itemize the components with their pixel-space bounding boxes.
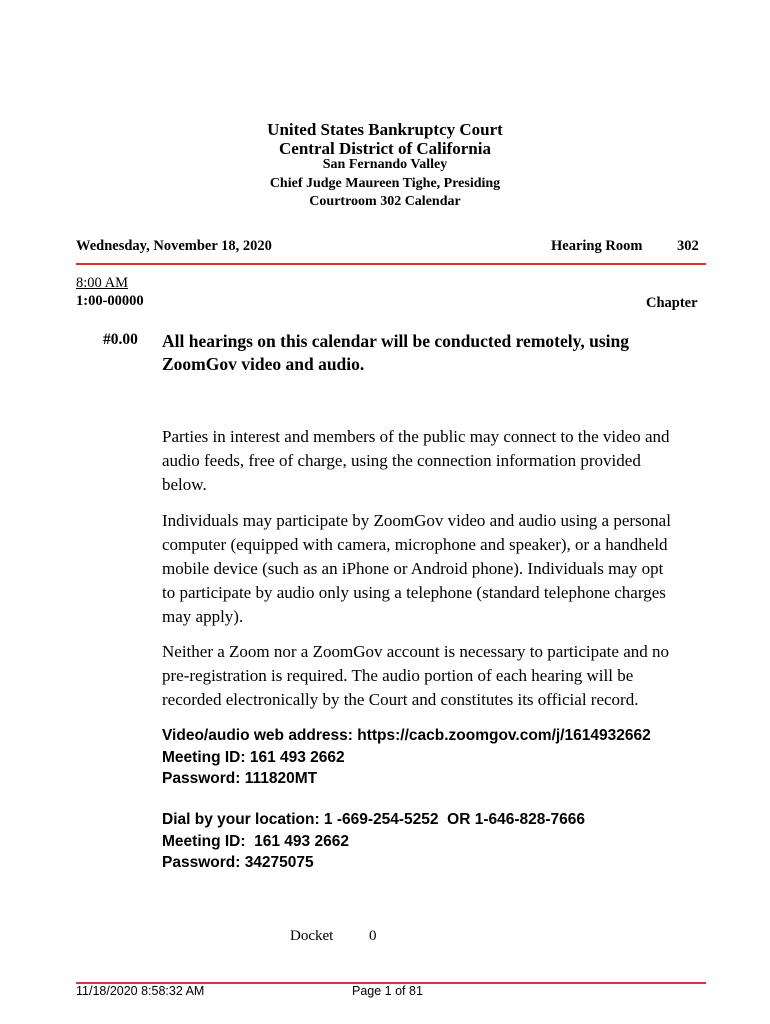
paragraph-line: Individuals may participate by ZoomGov video and audio using a personal xyxy=(162,511,671,530)
chapter-label: Chapter xyxy=(646,295,698,311)
session-date: Wednesday, November 18, 2020 xyxy=(76,238,272,254)
hearing-time: 8:00 AM xyxy=(76,275,128,291)
dial-numbers: Dial by your location: 1 -669-254-5252 OR 1-646-828-7666 xyxy=(162,811,586,828)
item-number: #0.00 xyxy=(103,331,138,348)
paragraph-line: Neither a Zoom nor a ZoomGov account is necessary to participate and no xyxy=(162,642,669,661)
paragraph-line: Parties in interest and members of the public may connect to the video and xyxy=(162,427,670,446)
paragraph-line: below. xyxy=(162,475,207,494)
court-name: United States Bankruptcy Court xyxy=(267,120,503,139)
paragraph-connect xyxy=(162,425,707,497)
footer-page-number: Page 1 of 81 xyxy=(352,984,423,998)
item-title xyxy=(162,330,629,376)
presiding-judge: Chief Judge Maureen Tighe, Presiding xyxy=(269,176,501,191)
case-number: 1:00-00000 xyxy=(76,293,144,309)
calendar-title: Courtroom 302 Calendar xyxy=(309,194,461,209)
paragraph-line: to participate by audio only using a telephone (standard telephone charges xyxy=(162,583,666,602)
paragraph-line: pre-registration is required. The audio portion of each hearing will be xyxy=(162,666,634,685)
video-password: Password: 111820MT xyxy=(162,770,318,787)
dial-password: Password: 34275075 xyxy=(162,854,314,871)
docket-value: 0 xyxy=(369,928,377,944)
court-district: Central District of California xyxy=(279,139,491,158)
video-connection-info xyxy=(162,725,722,790)
paragraph-line: recorded electronically by the Court and constitutes its official record. xyxy=(162,690,639,709)
item-title-line: ZoomGov video and audio. xyxy=(162,354,365,374)
header-rule xyxy=(76,263,706,265)
item-title-line: All hearings on this calendar will be conducted remotely, using xyxy=(162,331,630,351)
paragraph-account xyxy=(162,640,707,712)
hearing-room-number: 302 xyxy=(677,238,699,254)
paragraph-line: audio feeds, free of charge, using the connection information provided xyxy=(162,451,641,470)
paragraph-line: mobile device (such as an iPhone or Android phone). Individuals may opt xyxy=(162,559,664,578)
docket-label: Docket xyxy=(290,928,334,944)
dial-meeting-id: Meeting ID: 161 493 2662 xyxy=(162,832,349,850)
paragraph-line: may apply). xyxy=(162,607,244,626)
video-meeting-id: Meeting ID: 161 493 2662 xyxy=(162,748,345,766)
footer-timestamp: 11/18/2020 8:58:32 AM xyxy=(76,984,205,998)
paragraph-line: computer (equipped with camera, microphone and speaker), or a handheld xyxy=(162,535,668,554)
video-web-address: Video/audio web address: https://cacb.zoomgov.com/j/1614932662 xyxy=(162,727,651,744)
paragraph-participate xyxy=(162,509,707,629)
court-division: San Fernando Valley xyxy=(322,157,448,172)
dial-connection-info xyxy=(162,809,722,874)
hearing-room-label: Hearing Room xyxy=(551,238,643,254)
